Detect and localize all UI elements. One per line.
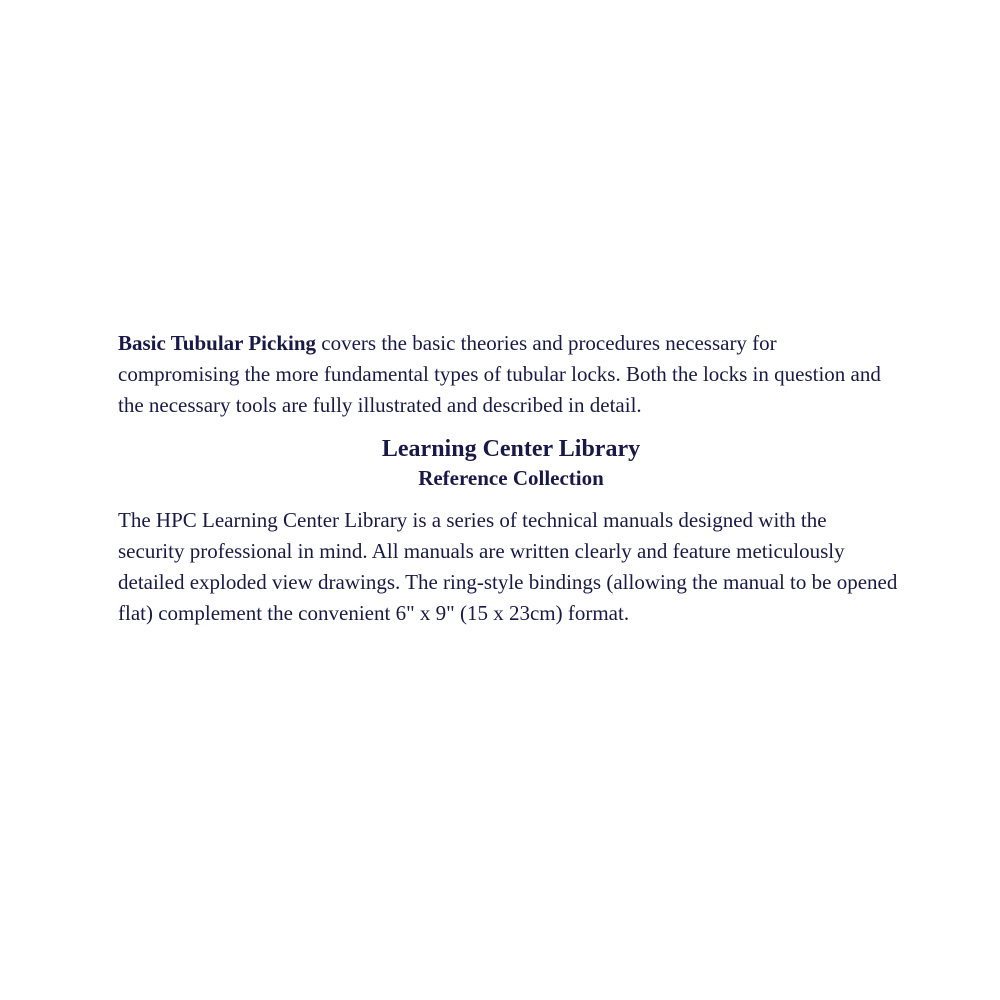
- intro-text: covers the basic theories and procedures necessary for compromising the more fundamental types of tubular locks. Both the locks in question and the necessary tools are fully illustrated and described in detail.: [118, 331, 881, 417]
- library-subtitle: Reference Collection: [418, 466, 604, 490]
- library-title: Learning Center Library: [381, 436, 641, 462]
- intro-paragraph: [118, 328, 898, 421]
- library-heading: [118, 434, 904, 492]
- product-name: Basic Tubular Picking: [118, 331, 317, 355]
- library-description: The HPC Learning Center Library is a series of technical manuals designed with the security professional in mind. All manuals are written clearly and feature meticulously detailed exploded view drawings. The ring-style bindings (allowing the manual to be opened flat) complement the convenient 6" x 9" (15 x 23cm) format.: [118, 508, 898, 625]
- product-description-block: [118, 328, 898, 629]
